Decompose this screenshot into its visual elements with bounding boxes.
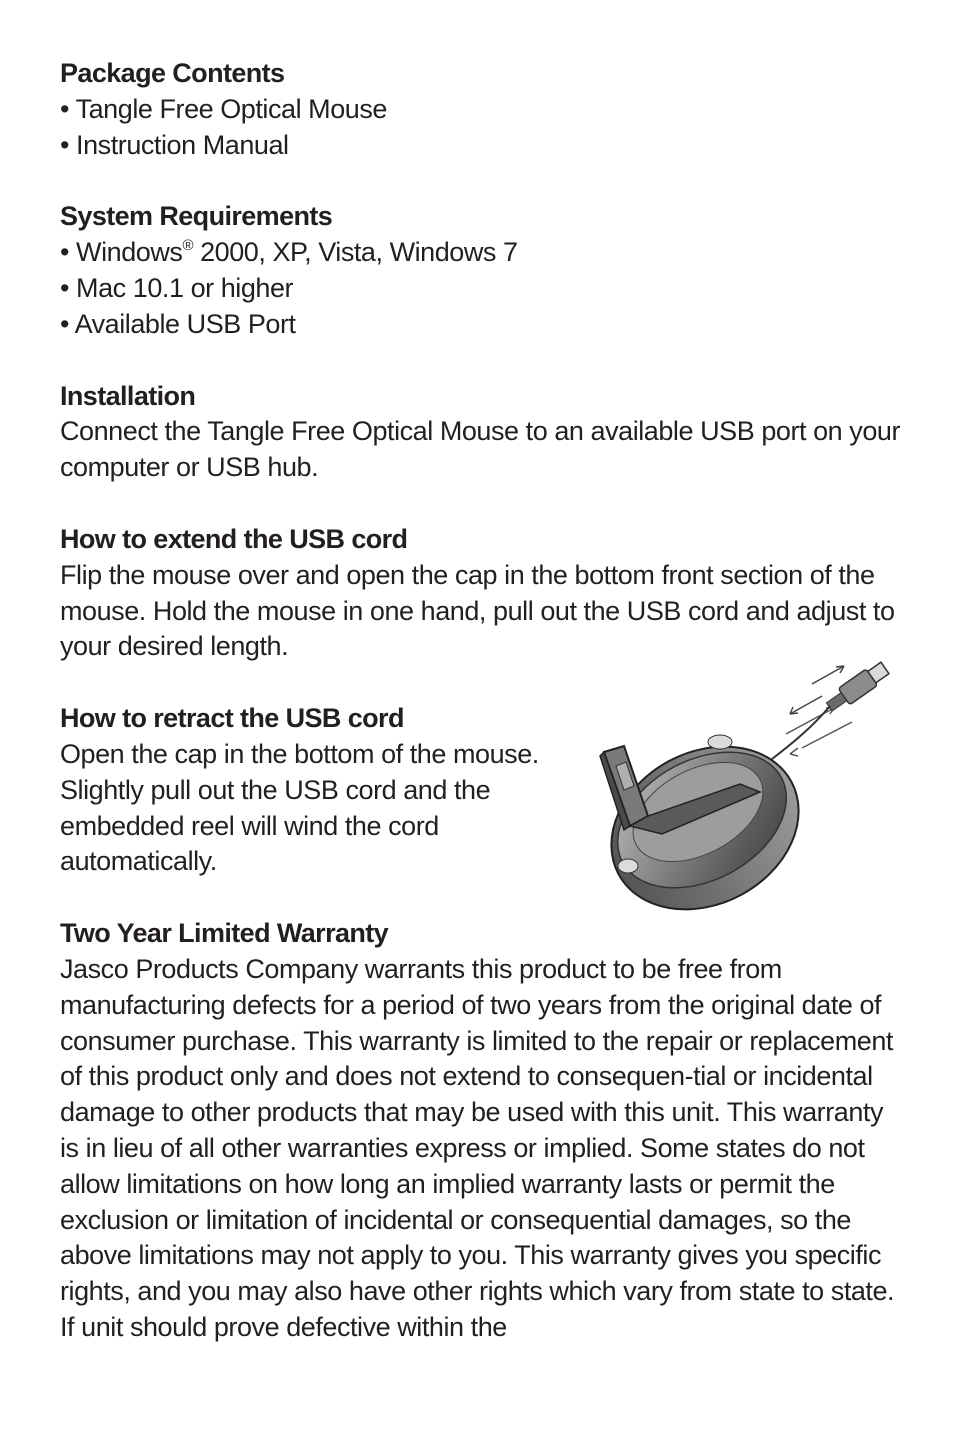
package-contents-heading: Package Contents: [60, 58, 285, 88]
retractable-mouse-illustration-icon: [590, 656, 900, 918]
retract-cord-heading: How to retract the USB cord: [60, 703, 404, 734]
requirement-text: • Windows: [60, 237, 183, 268]
requirement-item: • Available USB Port: [60, 308, 296, 339]
package-contents-section: [60, 56, 900, 163]
system-requirements-section: [60, 199, 900, 342]
extend-cord-section: [60, 522, 900, 665]
extend-cord-text: Flip the mouse over and open the cap in the bottom front section of the mouse. Hold the mouse in one hand, pull out the USB cord and adjust to your desired length.: [60, 559, 895, 662]
warranty-text: Jasco Products Company warrants this product to be free from manufacturing defects for a period of two years from the original date of consumer purchase. This warranty is limited to the repair or replacement of this product only and does not extend to consequen-tial or incidental damage to other products that may be used with this unit. This warranty is in lieu of all other warranties express or implied. Some states do not allow limitations on how long an implied warranty lasts or permit the exclusion or limitation of incidental or consequential damages, so the above limitations may not apply to you. This warranty gives you specific rights, and you may also have other rights which vary from state to state. If unit should prove defective within the: [60, 953, 895, 1342]
retract-cord-text: Open the cap in the bottom of the mouse. Slightly pull out the USB cord and the embedded reel will wind the cord automatically.: [60, 738, 539, 877]
installation-section: [60, 379, 900, 486]
requirement-text: 2000, XP, Vista, Windows 7: [193, 237, 518, 268]
package-item: • Instruction Manual: [60, 129, 289, 160]
requirement-item: • Mac 10.1 or higher: [60, 272, 294, 303]
warranty-section: [60, 916, 900, 1346]
installation-heading: Installation: [60, 380, 196, 411]
installation-text: Connect the Tangle Free Optical Mouse to an available USB port on your computer or USB hub.: [60, 416, 901, 483]
requirement-item: [60, 235, 900, 271]
extend-cord-heading: How to extend the USB cord: [60, 523, 408, 554]
warranty-heading: Two Year Limited Warranty: [60, 918, 389, 949]
registered-mark: ®: [182, 237, 194, 255]
package-item: • Tangle Free Optical Mouse: [60, 93, 387, 124]
system-requirements-heading: System Requirements: [60, 201, 333, 232]
